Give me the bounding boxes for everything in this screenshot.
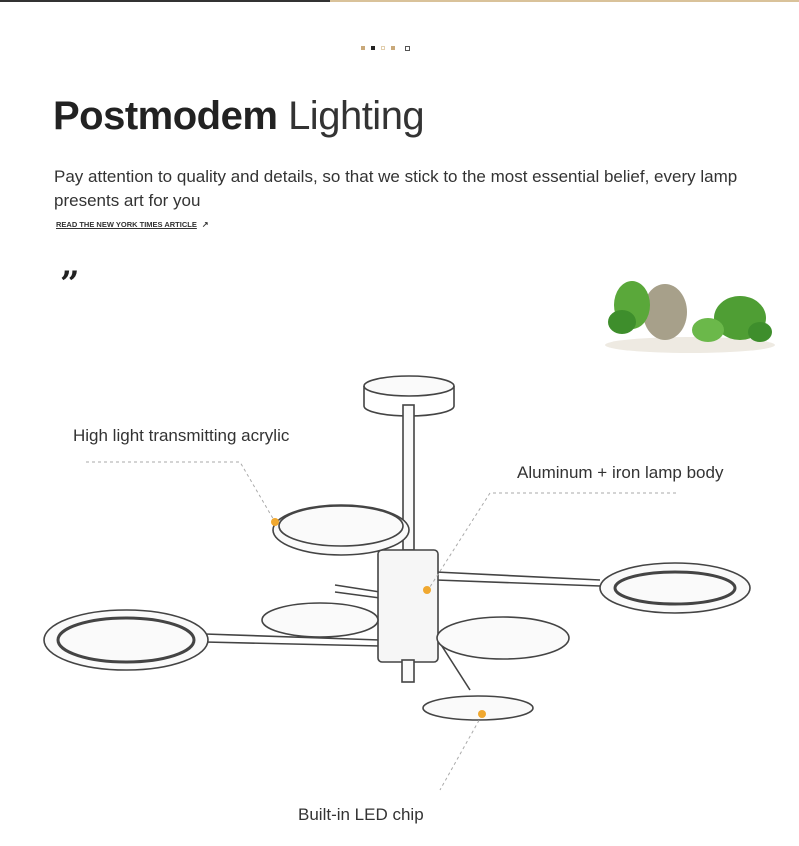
plants-decoration-icon: [605, 281, 775, 353]
annotation-acrylic: High light transmitting acrylic: [73, 426, 290, 445]
quote-mark: ”: [60, 264, 80, 304]
link-label[interactable]: READ THE NEW YORK TIMES ARTICLE: [56, 220, 197, 229]
annotation-lamp-body: Aluminum + iron lamp body: [517, 463, 724, 482]
description: Pay attention to quality and details, so that we stick to the most essential belief, every lamp presents art for you: [54, 167, 738, 210]
annotation-led-chip: Built-in LED chip: [298, 805, 424, 824]
title-light: Lighting: [288, 94, 425, 138]
title-bold: Postmodem: [53, 94, 278, 138]
external-link-icon: ↗: [201, 220, 209, 229]
